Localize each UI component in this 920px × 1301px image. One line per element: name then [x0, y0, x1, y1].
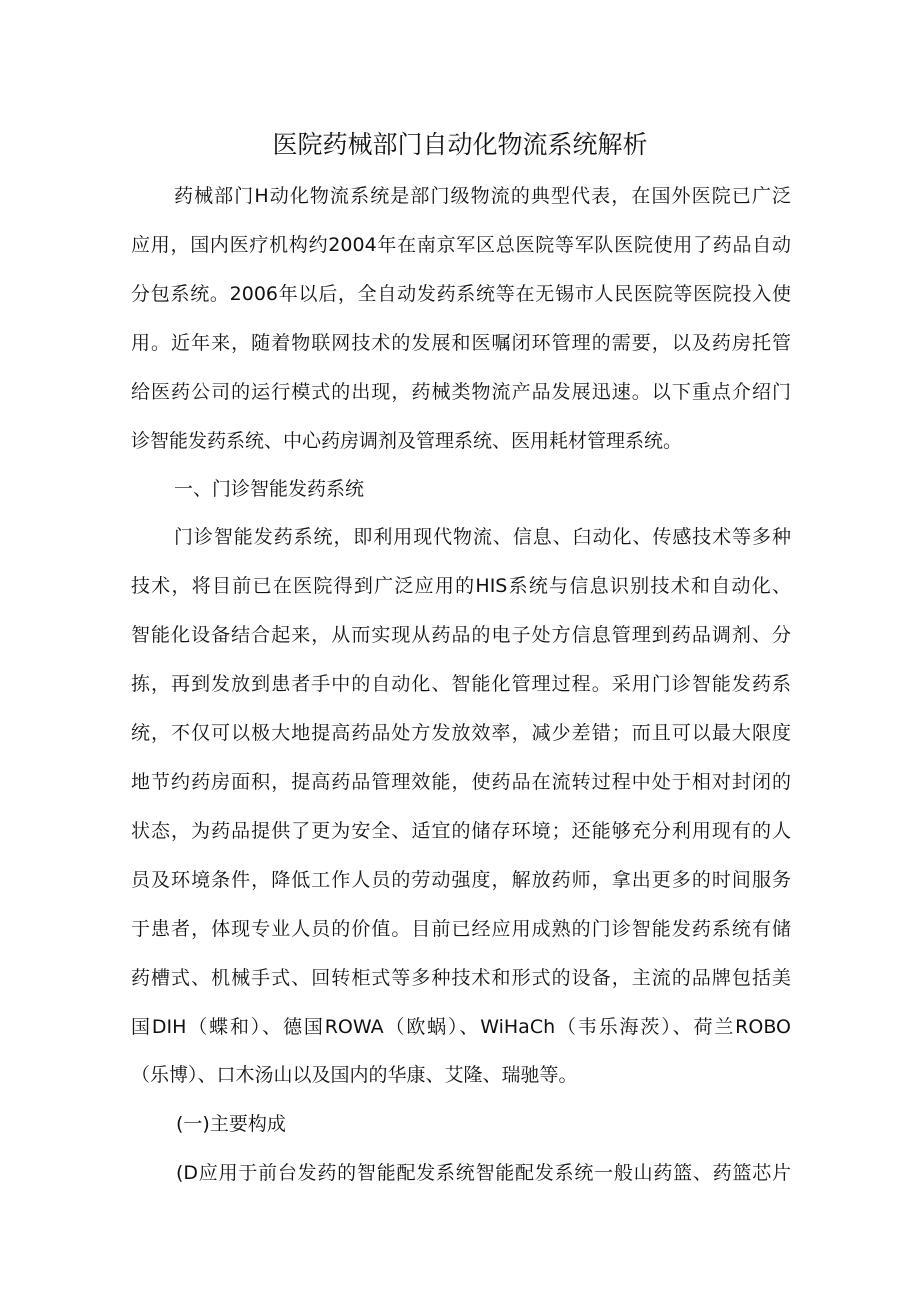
paragraph-1-line-5: 给医药公司的运行模式的出现，药械类物流产品发展迅速。以下重点介绍门	[131, 381, 791, 403]
paragraph-3-line-1: (D应用于前台发药的智能配发系统智能配发系统一般山药篮、药篮芯片	[176, 1162, 791, 1184]
paragraph-1-line-3: 分包系统。2006年以后，全自动发药系统等在无锡市人民医院等医院投入使	[131, 283, 791, 305]
paragraph-2-line-2: 技术，将目前已在医院得到广泛应用的HIS系统与信息识别技术和自动化、	[131, 575, 791, 597]
paragraph-2-line-10: 药槽式、机械手式、回转柜式等多种技术和形式的设备，主流的品牌包括美	[131, 967, 791, 989]
paragraph-2-line-3: 智能化设备结合起来，从而实现从药品的电子处方信息管理到药品调剂、分	[131, 624, 791, 646]
paragraph-2-line-4: 拣，再到发放到患者手中的自动化、智能化管理过程。采用门诊智能发药系	[131, 673, 791, 695]
paragraph-1-line-6: 诊智能发药系统、中心药房调剂及管理系统、医用耗材管理系统。	[131, 430, 683, 452]
paragraph-2-line-5: 统，不仅可以极大地提高药品处方发放效率，减少差错；而且可以最大限度	[131, 722, 791, 744]
document-title: 医院药械部门自动化物流系统解析	[272, 130, 648, 159]
paragraph-1-line-2: 应用，国内医疗机构约2004年在南京军区总医院等军队医院使用了药品自动	[131, 234, 791, 256]
section-heading-1: 一、门诊智能发药系统	[174, 478, 365, 500]
paragraph-2-line-6: 地节约药房面积，提高药品管理效能，使药品在流转过程中处于相对封闭的	[131, 771, 791, 793]
paragraph-1-line-4: 用。近年来，随着物联网技术的发展和医嘱闭环管理的需要，以及药房托管	[131, 332, 791, 354]
paragraph-2-line-1: 门诊智能发药系统，即利用现代物流、信息、臼动化、传感技术等多种	[174, 526, 791, 548]
paragraph-2-line-11: 国DIH（蝶和）、德国ROWA（欧蜗）、WiHaCh（韦乐海茨）、荷兰ROBO	[131, 1016, 791, 1038]
paragraph-2-line-9: 于患者，体现专业人员的价值。目前已经应用成熟的门诊智能发药系统有储	[131, 918, 791, 940]
paragraph-2-line-12: （乐博）、口木汤山以及国内的华康、艾隆、瑞驰等。	[131, 1064, 578, 1086]
paragraph-2-line-8: 员及环境条件，降低工作人员的劳动强度，解放药师，拿出更多的时间服务	[131, 869, 791, 891]
section-heading-2: (一)主要构成	[176, 1113, 286, 1135]
paragraph-2-line-7: 状态，为药品提供了更为安全、适宜的储存环境；还能够充分利用现有的人	[131, 820, 791, 842]
paragraph-1-line-1: 药械部门H动化物流系统是部门级物流的典型代表，在国外医院已广泛	[174, 185, 791, 207]
